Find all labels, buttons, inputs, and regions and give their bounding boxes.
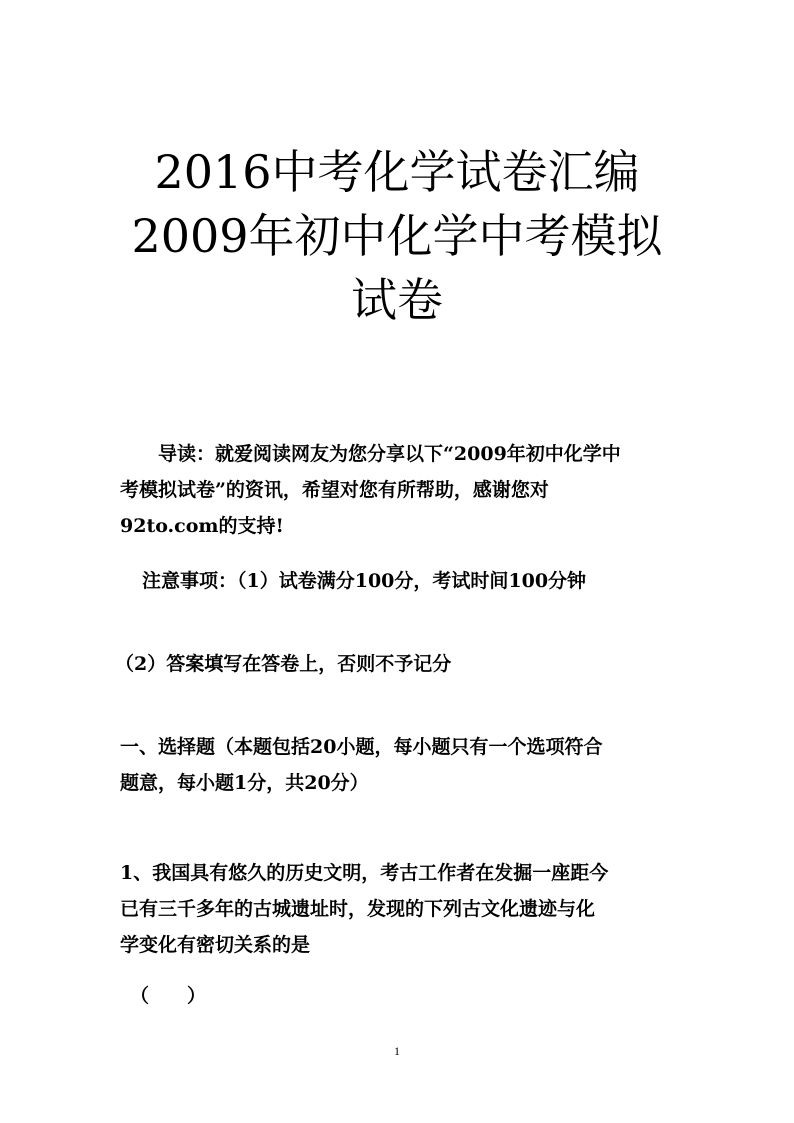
notes-line-2: [115, 646, 675, 682]
document-title: [90, 140, 704, 332]
section-line-2: 题意，每小题1分，共20分）: [120, 772, 369, 794]
intro-line-3: 92to.com的支持!: [120, 515, 284, 537]
section-heading: [120, 729, 680, 801]
intro-paragraph: [120, 436, 680, 544]
title-line-1: 2016中考化学试卷汇编: [154, 145, 640, 199]
question-1-line-1: 1、我国具有悠久的历史文明，考古工作者在发掘一座距今: [120, 862, 609, 884]
answer-blank: [130, 978, 690, 1014]
question-1: [120, 855, 680, 963]
page-number: 1: [394, 1044, 400, 1058]
note-2-text: （2）答案填写在答卷上，否则不予记分: [115, 653, 452, 675]
question-1-line-2: 已有三千多年的古城遗址时，发现的下列古文化遗迹与化: [120, 898, 596, 920]
section-line-1: 一、选择题（本题包括20小题，每小题只有一个选项符合: [120, 736, 603, 758]
title-line-2: 2009年初中化学中考模拟: [131, 209, 663, 263]
notes-line-1: [142, 563, 702, 599]
title-line-3: 试卷: [351, 273, 443, 327]
note-1-text: 注意事项：（1）试卷满分100分，考试时间100分钟: [142, 570, 587, 592]
question-1-line-3: 学变化有密切关系的是: [120, 934, 311, 956]
intro-line-1: 导读：就爱阅读网友为您分享以下“2009年初中化学中: [158, 443, 621, 465]
intro-line-2: 考模拟试卷”的资讯，希望对您有所帮助，感谢您对: [120, 479, 549, 501]
answer-blank-text: （ ）: [130, 985, 207, 1007]
